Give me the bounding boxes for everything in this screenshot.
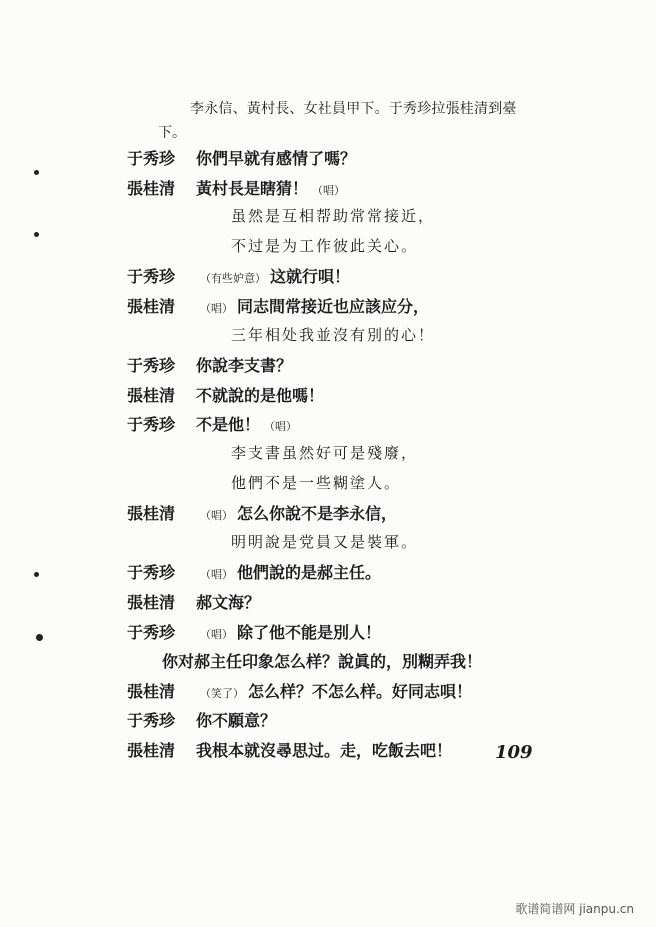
dialogue-continuation: 你对郝主任印象怎么样？說眞的，別糊弄我！ xyxy=(162,652,483,672)
margin-dot xyxy=(36,634,43,641)
stage-aside: （唱） xyxy=(200,627,233,641)
sung-verse: 明明說是党員又是裝軍。 xyxy=(231,532,419,551)
script-line xyxy=(0,738,656,762)
speaker-name: 于秀珍 xyxy=(127,356,176,376)
script-line xyxy=(0,501,656,525)
stage-direction: 李永信、黃村長、女社員甲下。于秀珍拉張桂清到臺 xyxy=(190,101,517,117)
speaker-name: 張桂清 xyxy=(127,297,176,316)
stage-aside: （唱） xyxy=(200,568,233,582)
sung-verse: 李支書虽然好可是殘廢， xyxy=(231,444,419,462)
dialogue-text: 不就說的是他嗎！ xyxy=(196,385,325,405)
speaker-name: 張桂清 xyxy=(127,178,176,198)
stage-aside: （笑了） xyxy=(200,686,244,700)
sung-verse: 不过是为工作彼此关心。 xyxy=(231,236,419,255)
margin-dot xyxy=(34,572,39,577)
dialogue-text: 不是他！ （唱） xyxy=(196,415,298,435)
dialogue-text: 你說李支書？ xyxy=(196,356,293,376)
speaker-name: 于秀珍 xyxy=(127,563,176,583)
script-line xyxy=(0,590,656,614)
speaker-name: 張桂清 xyxy=(127,504,176,524)
dialogue-text: 我根本就沒尋思过。走，吃飯去吧！ xyxy=(196,741,453,760)
speaker-name: 于秀珍 xyxy=(127,267,176,287)
stage-aside: （唱） xyxy=(312,183,346,197)
speaker-name: 于秀珍 xyxy=(127,622,176,642)
stage-aside: （唱） xyxy=(200,509,233,523)
script-line xyxy=(0,353,656,377)
dialogue-text: 你不願意？ xyxy=(196,711,277,731)
speaker-name: 張桂清 xyxy=(127,385,176,405)
script-line xyxy=(0,620,656,644)
script-line xyxy=(0,264,656,288)
script-line xyxy=(0,146,656,170)
margin-dot xyxy=(34,232,39,237)
sung-verse: 虽然是互相帮助常常接近， xyxy=(231,207,436,226)
dialogue-text: （唱） 除了他不能是別人！ xyxy=(200,622,382,642)
script-line xyxy=(0,442,656,466)
script-line xyxy=(0,205,656,229)
margin-dot xyxy=(34,170,39,175)
stage-direction-continued: 下。 xyxy=(158,125,186,141)
dialogue-text: 郝文海？ xyxy=(196,593,261,612)
stage-aside: （唱） xyxy=(264,420,298,434)
speaker-name: 張桂清 xyxy=(127,741,176,760)
script-line xyxy=(0,472,656,496)
script-line xyxy=(0,679,656,703)
dialogue-text: 你們早就有感情了嗎？ xyxy=(196,149,357,168)
dialogue-text: （唱） 他們說的是郝主任。 xyxy=(200,563,382,583)
script-line xyxy=(0,383,656,407)
script-line xyxy=(0,324,656,348)
dialogue-text: （唱） 怎么你說不是李永信， xyxy=(200,504,398,524)
dialogue-text: （笑了） 怎么样？不怎么样。好同志唄！ xyxy=(200,681,473,701)
script-line xyxy=(0,649,656,673)
sung-verse: 三年相处我並沒有別的心！ xyxy=(231,325,436,344)
script-line xyxy=(0,294,656,318)
dialogue-text: （有些妒意） 这就行唄！ xyxy=(200,267,351,287)
sung-verse: 他們不是一些糊塗人。 xyxy=(231,473,402,492)
speaker-name: 于秀珍 xyxy=(127,711,176,731)
script-line xyxy=(0,531,656,555)
watermark: 歌谱简谱网 jianpu.cn xyxy=(515,902,634,916)
speaker-name: 于秀珍 xyxy=(127,149,176,168)
script-line xyxy=(0,176,656,200)
dialogue-text: 黃村長是瞎猜！ （唱） xyxy=(196,178,346,198)
script-line xyxy=(0,560,656,584)
speaker-name: 于秀珍 xyxy=(127,415,176,435)
dialogue-text: （唱） 同志間常接近也应該应分， xyxy=(200,297,430,316)
speaker-name: 張桂清 xyxy=(127,681,176,701)
script-line xyxy=(0,412,656,436)
page-number: 109 xyxy=(495,742,533,763)
stage-aside: （有些妒意） xyxy=(200,272,266,286)
stage-aside: （唱） xyxy=(200,302,233,315)
script-line xyxy=(0,708,656,732)
script-line xyxy=(0,235,656,259)
speaker-name: 張桂清 xyxy=(127,593,176,612)
